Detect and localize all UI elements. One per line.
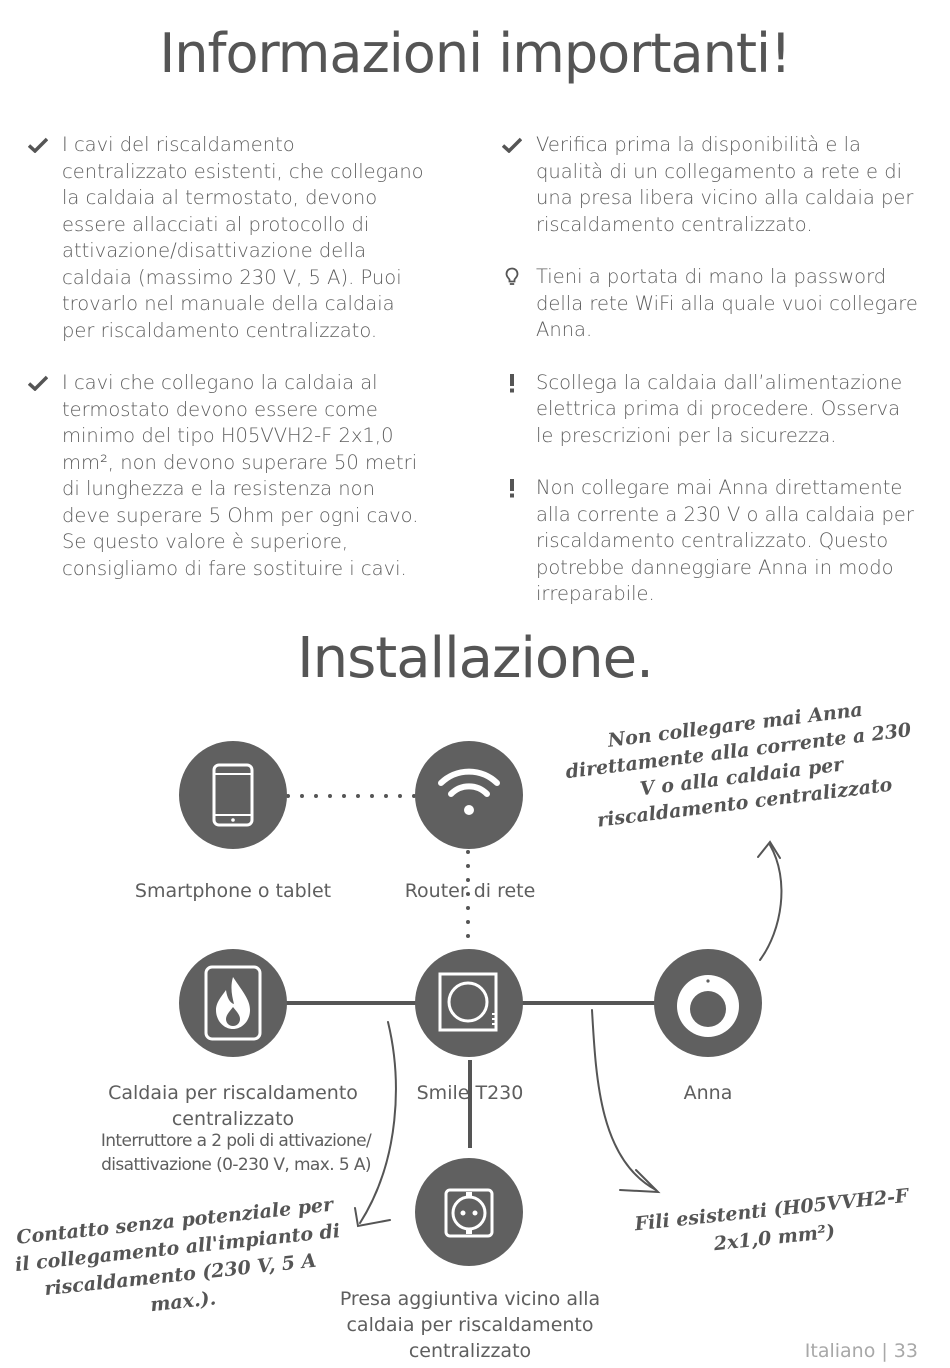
anna-label: Anna [683, 1082, 733, 1104]
info-item [500, 264, 920, 344]
info-item [26, 370, 426, 582]
section-title: Installazione. [297, 626, 653, 691]
right-column [500, 132, 920, 634]
page-footer: Italiano | 33 [804, 1340, 918, 1362]
anna-thermostat-icon [677, 975, 739, 1037]
wires-handwritten-note: Fili esistenti (H05VVH2-F 2x1,0 mm²) [633, 1184, 910, 1256]
boiler-note: Interruttore a 2 poli di attivazione/ disattivazione (0-230 V, max. 5 A) [100, 1131, 372, 1175]
info-item [500, 370, 920, 450]
info-item [500, 132, 920, 238]
exclamation-icon [500, 475, 524, 501]
info-text: Scollega la caldaia dall’alimentazione elettrica prima di procedere. Osserva le prescrizioni per la sicurezza. [536, 370, 903, 447]
socket-node [415, 1158, 523, 1266]
smartphone-node [179, 741, 287, 849]
info-text: I cavi che collegano la caldaia al termostato devono essere come minimo del tipo H05VVH2-F 2x1,0 mm², non devono superare 50 metri di lunghezza e la resistenza non deve superare 5 Ohm per ogni cavo. Se questo valore è superiore, consigliamo di fare sostituire i cavi. [62, 371, 419, 580]
boiler-node [179, 949, 287, 1057]
contact-handwritten-note: Contatto senza potenziale per il collegamento all'impianto di riscaldamento (230 V, 5 A max.). [14, 1193, 342, 1317]
info-item [500, 475, 920, 608]
anna-node [654, 949, 762, 1057]
info-text: I cavi del riscaldamento centralizzato esistenti, che collegano la caldaia al termostato, devono essere allacciati al protocollo di attivazione/disattivazione della caldaia (massimo 230 V, 5 A). Puoi trovarlo nel manuale della caldaia per riscaldamento centralizzato. [62, 133, 424, 342]
check-icon [500, 132, 524, 158]
smile-label: Smile T230 [416, 1082, 524, 1104]
socket-label: Presa aggiuntiva vicino alla caldaia per riscaldamento centralizzato [339, 1288, 601, 1362]
check-icon [26, 370, 50, 396]
exclamation-icon [500, 370, 524, 396]
info-text: Non collegare mai Anna direttamente alla corrente a 230 V o alla caldaia per riscaldamento centralizzato. Questo potrebbe danneggiare Anna in modo irreparabile. [536, 476, 914, 605]
info-item [26, 132, 426, 344]
router-label: Router di rete [404, 880, 536, 902]
check-icon [26, 132, 50, 158]
left-column [26, 132, 426, 608]
info-text: Verifica prima la disponibilità e la qualità di un collegamento a rete e di una presa libera vicino alla caldaia per riscaldamento centralizzato. [536, 133, 914, 236]
page-title: Informazioni importanti! [159, 22, 791, 85]
lightbulb-icon [500, 264, 524, 290]
smartphone-label: Smartphone o tablet [134, 880, 332, 902]
smile-node [415, 949, 523, 1057]
boiler-label: Caldaia per riscaldamento centralizzato [108, 1082, 358, 1130]
info-text: Tieni a portata di mano la password della rete WiFi alla quale vuoi collegare Anna. [536, 265, 918, 341]
router-node [415, 741, 523, 849]
warning-handwritten-note: Non collegare mai Anna direttamente alla corrente a 230 V o alla caldaia per riscaldamento centralizzato [564, 698, 913, 832]
